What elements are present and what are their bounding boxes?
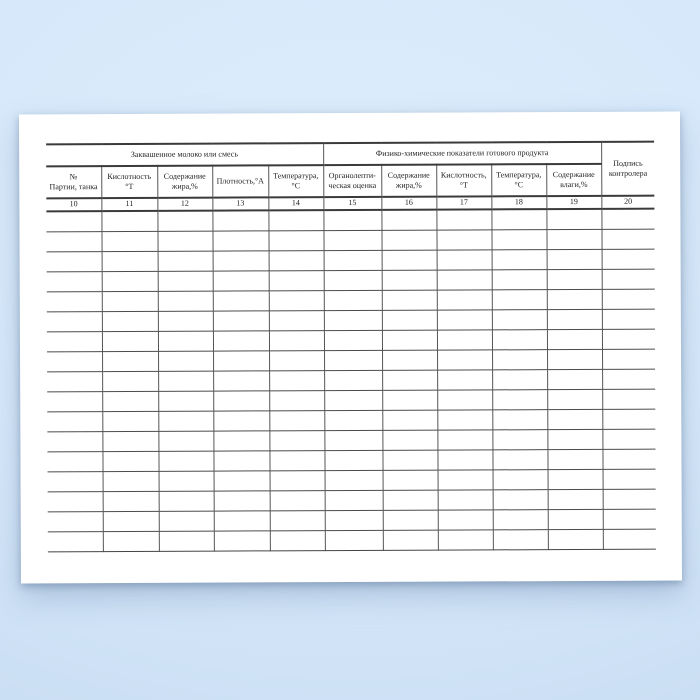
empty-cell (383, 530, 438, 550)
empty-cell (382, 410, 437, 430)
empty-cell (101, 211, 157, 232)
column-number: 12 (157, 198, 212, 211)
empty-cell (602, 289, 655, 309)
empty-cell (324, 390, 382, 410)
empty-cell (602, 389, 655, 409)
empty-cell (157, 211, 212, 232)
empty-cell (270, 531, 325, 551)
empty-cell (48, 492, 103, 512)
empty-cell (47, 312, 102, 332)
empty-cell (269, 311, 324, 331)
empty-cell (437, 390, 492, 410)
empty-cell (47, 332, 102, 352)
empty-cell (214, 471, 270, 491)
empty-cell (492, 390, 547, 410)
column-header-organoleptic: Органолепти- ческая оценка (323, 165, 381, 197)
empty-cell (158, 311, 213, 331)
empty-cell (159, 531, 214, 551)
table-row (48, 489, 656, 512)
empty-cell (158, 411, 213, 431)
empty-cell (323, 230, 381, 250)
empty-cell (324, 330, 382, 350)
empty-cell (437, 450, 492, 470)
empty-cell (438, 510, 493, 530)
empty-cell (492, 310, 547, 330)
empty-cell (547, 349, 602, 369)
column-number: 10 (46, 198, 101, 211)
empty-cell (270, 511, 325, 531)
empty-cell (602, 409, 655, 429)
empty-cell (602, 449, 655, 469)
empty-cell (324, 350, 382, 370)
empty-cell (158, 271, 213, 291)
empty-cell (492, 430, 547, 450)
empty-cell (324, 370, 382, 390)
empty-cell (603, 529, 656, 549)
empty-cell (46, 232, 101, 252)
empty-cell (546, 229, 601, 249)
empty-cell (325, 470, 383, 490)
empty-cell (269, 271, 324, 291)
empty-cell (492, 330, 547, 350)
empty-cell (47, 372, 102, 392)
empty-cell (602, 349, 655, 369)
empty-cell (47, 272, 102, 292)
empty-cell (548, 529, 603, 549)
empty-cell (438, 490, 493, 510)
empty-cell (47, 292, 102, 312)
group-header-row (46, 142, 654, 167)
empty-cell (381, 230, 436, 250)
empty-cell (436, 230, 491, 250)
empty-cell (213, 351, 269, 371)
column-header-inspector-signature: Подпись контролера (601, 142, 654, 196)
empty-cell (325, 510, 383, 530)
empty-cell (601, 209, 654, 230)
empty-cell (213, 271, 269, 291)
empty-cell (382, 370, 437, 390)
empty-cell (269, 331, 324, 351)
empty-cell (548, 509, 603, 529)
journal-table (46, 141, 656, 553)
column-number: 17 (436, 196, 491, 209)
column-header-temperature-2: Температура,°С (491, 164, 546, 196)
empty-cell (437, 430, 492, 450)
empty-cell (383, 470, 438, 490)
empty-cell (437, 250, 492, 270)
empty-cell (103, 491, 159, 511)
empty-cell (102, 411, 158, 431)
empty-cell (158, 371, 213, 391)
empty-cell (437, 370, 492, 390)
empty-cell (602, 369, 655, 389)
empty-cell (47, 392, 102, 412)
column-number: 16 (381, 197, 436, 210)
empty-cell (269, 391, 324, 411)
empty-cell (324, 430, 382, 450)
table-row (47, 449, 655, 472)
empty-cell (438, 470, 493, 490)
empty-cell (324, 310, 382, 330)
empty-cell (382, 430, 437, 450)
group-header-fermented-milk: Заквашенное молоко или смесь (46, 143, 323, 166)
empty-cell (324, 250, 382, 270)
empty-cell (547, 309, 602, 329)
empty-cell (382, 390, 437, 410)
empty-cell (603, 509, 656, 529)
empty-cell (323, 210, 381, 231)
table-row (48, 469, 656, 492)
empty-cell (102, 351, 158, 371)
empty-cell (47, 412, 102, 432)
empty-cell (324, 450, 382, 470)
empty-cell (213, 291, 269, 311)
column-header-temperature: Температура,°С (268, 165, 323, 197)
empty-cell (493, 510, 548, 530)
empty-cell (491, 209, 546, 230)
empty-cell (47, 352, 102, 372)
column-header-acidity: Кислотность °Т (101, 166, 157, 198)
empty-cell (437, 410, 492, 430)
empty-cell (382, 250, 437, 270)
empty-cell (212, 231, 268, 251)
table-row (47, 329, 655, 352)
empty-cell (213, 311, 269, 331)
column-number: 13 (212, 197, 268, 210)
empty-cell (157, 231, 212, 251)
empty-cell (603, 489, 656, 509)
empty-cell (158, 351, 213, 371)
empty-cell (46, 211, 101, 232)
column-header-moisture-content: Содержание влаги,% (546, 164, 601, 196)
empty-cell (214, 491, 270, 511)
empty-cell (547, 409, 602, 429)
empty-cell (547, 329, 602, 349)
empty-cell (547, 289, 602, 309)
empty-cell (547, 449, 602, 469)
table-row (46, 209, 654, 232)
empty-cell (602, 269, 655, 289)
empty-cell (602, 309, 655, 329)
empty-cell (382, 330, 437, 350)
empty-cell (601, 229, 654, 249)
column-number: 20 (601, 196, 654, 209)
empty-cell (324, 270, 382, 290)
table-row (46, 229, 654, 252)
empty-cell (213, 251, 269, 271)
table-row (47, 369, 655, 392)
empty-cell (437, 330, 492, 350)
empty-cell (212, 210, 268, 231)
empty-cell (159, 511, 214, 531)
empty-cell (102, 271, 158, 291)
empty-cell (381, 210, 436, 231)
table-row (48, 529, 656, 552)
table-row (48, 509, 656, 532)
empty-cell (492, 350, 547, 370)
empty-cell (269, 251, 324, 271)
table-row (47, 249, 655, 272)
empty-cell (547, 429, 602, 449)
empty-cell (102, 371, 158, 391)
empty-cell (437, 350, 492, 370)
empty-cell (547, 249, 602, 269)
empty-cell (213, 451, 269, 471)
empty-cell (492, 410, 547, 430)
empty-cell (213, 331, 269, 351)
table-row (47, 289, 655, 312)
empty-cell (382, 450, 437, 470)
empty-cell (102, 431, 158, 451)
empty-cell (324, 410, 382, 430)
empty-cell (324, 290, 382, 310)
empty-cell (158, 451, 213, 471)
empty-cell (270, 471, 325, 491)
empty-cell (213, 411, 269, 431)
empty-cell (213, 431, 269, 451)
empty-cell (269, 351, 324, 371)
empty-cell (103, 471, 159, 491)
empty-cell (492, 250, 547, 270)
empty-cell (382, 310, 437, 330)
empty-cell (602, 329, 655, 349)
column-header-fat-content-2: Содержание жира,% (381, 165, 436, 197)
column-header-acidity-2: Кислотность,°Т (436, 164, 491, 196)
empty-cell (102, 311, 158, 331)
empty-cell (47, 252, 102, 272)
table-row (47, 309, 655, 332)
column-number: 18 (491, 196, 546, 209)
empty-cell (602, 249, 655, 269)
empty-cell (547, 369, 602, 389)
empty-cell (214, 511, 270, 531)
empty-cell (437, 310, 492, 330)
table-row (47, 389, 655, 412)
empty-cell (48, 512, 103, 532)
column-header-batch-tank-no: № Партии, танка (46, 166, 101, 198)
empty-cell (269, 451, 324, 471)
empty-cell (437, 270, 492, 290)
column-header-row (46, 164, 654, 199)
empty-cell (102, 451, 158, 471)
table-row (47, 349, 655, 372)
empty-cell (270, 491, 325, 511)
empty-cell (47, 452, 102, 472)
empty-cell (325, 530, 383, 550)
empty-cell (269, 431, 324, 451)
empty-cell (159, 471, 214, 491)
document-sheet (19, 112, 682, 584)
empty-cell (269, 411, 324, 431)
empty-cell (493, 530, 548, 550)
empty-cell (436, 209, 491, 230)
empty-cell (158, 391, 213, 411)
empty-cell (382, 350, 437, 370)
column-number: 11 (101, 198, 157, 211)
empty-cell (102, 331, 158, 351)
empty-cell (269, 291, 324, 311)
empty-cell (437, 290, 492, 310)
empty-cell (103, 531, 159, 551)
column-number: 14 (268, 197, 323, 210)
empty-cell (383, 490, 438, 510)
empty-cell (547, 269, 602, 289)
empty-cell (102, 291, 158, 311)
table-row (47, 269, 655, 292)
empty-cell (101, 231, 157, 251)
empty-cell (213, 391, 269, 411)
empty-cell (158, 251, 213, 271)
empty-cell (547, 389, 602, 409)
empty-cell (102, 251, 158, 271)
empty-cell (325, 490, 383, 510)
group-header-physchem-indicators: Физико-химические показатели готового продукта (323, 142, 601, 165)
column-number: 19 (546, 196, 601, 209)
empty-cell (493, 490, 548, 510)
journal-table-body (46, 209, 655, 552)
empty-cell (158, 431, 213, 451)
column-header-fat-content: Содержание жира,% (157, 166, 212, 198)
empty-cell (603, 469, 656, 489)
empty-cell (492, 290, 547, 310)
empty-cell (159, 491, 214, 511)
empty-cell (102, 391, 158, 411)
empty-cell (546, 209, 601, 230)
empty-cell (382, 290, 437, 310)
empty-cell (491, 230, 546, 250)
empty-cell (548, 489, 603, 509)
empty-cell (268, 210, 323, 231)
empty-cell (213, 371, 269, 391)
empty-cell (383, 510, 438, 530)
empty-cell (48, 472, 103, 492)
empty-cell (493, 470, 548, 490)
empty-cell (269, 371, 324, 391)
empty-cell (268, 231, 323, 251)
column-number: 15 (323, 197, 381, 210)
empty-cell (492, 450, 547, 470)
empty-cell (602, 429, 655, 449)
empty-cell (548, 469, 603, 489)
empty-cell (158, 331, 213, 351)
empty-cell (492, 270, 547, 290)
column-header-density: Плотность,°А (212, 165, 268, 197)
table-row (47, 429, 655, 452)
empty-cell (47, 432, 102, 452)
empty-cell (492, 370, 547, 390)
empty-cell (103, 511, 159, 531)
empty-cell (438, 530, 493, 550)
empty-cell (382, 270, 437, 290)
empty-cell (214, 531, 270, 551)
empty-cell (48, 532, 103, 552)
table-row (47, 409, 655, 432)
empty-cell (158, 291, 213, 311)
